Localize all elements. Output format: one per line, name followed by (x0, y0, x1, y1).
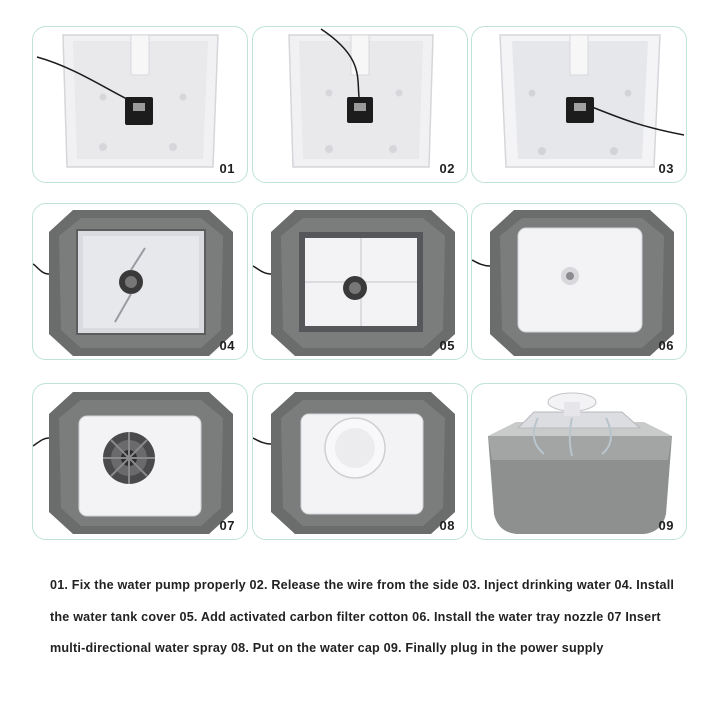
step-number: 06 (658, 338, 674, 353)
step-panel-01 (32, 26, 248, 183)
step-number: 02 (439, 161, 455, 176)
step-panel-03 (471, 26, 687, 183)
step-number: 07 (219, 518, 235, 533)
step-panel-04 (32, 203, 248, 360)
water-spray-illustration (33, 384, 248, 540)
pump-in-tank-illustration (33, 27, 248, 183)
tank-cover-illustration (33, 204, 248, 360)
assembled-fountain-illustration (472, 384, 687, 540)
assembly-instructions (50, 570, 680, 665)
step-number: 03 (658, 161, 674, 176)
step-number: 01 (219, 161, 235, 176)
step-panel-07 (32, 383, 248, 540)
step-panel-02 (252, 26, 468, 183)
water-injected-illustration (472, 27, 687, 183)
step-number: 04 (219, 338, 235, 353)
step-number: 09 (658, 518, 674, 533)
step-panel-09 (471, 383, 687, 540)
carbon-filter-illustration (253, 204, 468, 360)
step-number: 08 (439, 518, 455, 533)
water-cap-illustration (253, 384, 468, 540)
instructions-text: 01. Fix the water pump properly 02. Release the wire from the side 03. Inject drinking water 04. Install the water tank cover 05. Add activated carbon filter cotton 06. Install the water tray nozzle 07 Insert multi-directional water spray 08. Put on the water cap 09. Finally plug in the power supply (50, 578, 675, 655)
step-panel-08 (252, 383, 468, 540)
step-panel-06 (471, 203, 687, 360)
step-panel-05 (252, 203, 468, 360)
tray-nozzle-illustration (472, 204, 687, 360)
wire-release-illustration (253, 27, 468, 183)
step-number: 05 (439, 338, 455, 353)
